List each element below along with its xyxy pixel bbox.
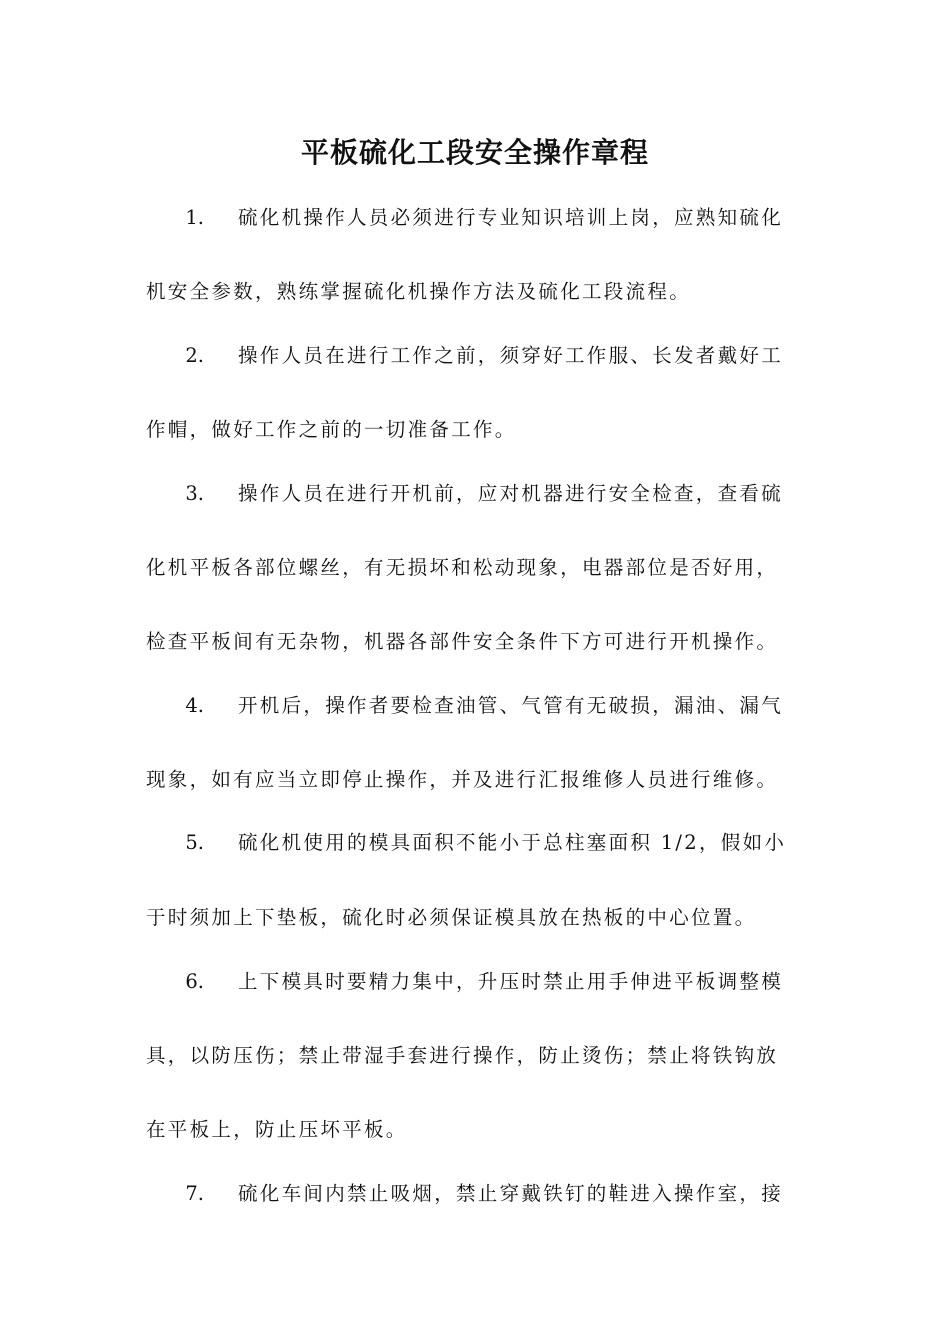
- item-number: 5.: [185, 831, 204, 854]
- line-text: 硫化机使用的模具面积不能小于总柱塞面积 1/2，假如小: [238, 831, 787, 854]
- paragraph-line: [146, 967, 806, 997]
- paragraph-line: [146, 627, 806, 657]
- paragraph-line: [146, 203, 806, 233]
- item-number: 7.: [185, 1182, 204, 1205]
- paragraph-line: [146, 828, 806, 858]
- document-title: 平板硫化工段安全操作章程: [300, 136, 649, 169]
- item-number: 4.: [185, 694, 204, 717]
- line-text: 检查平板间有无杂物，机器各部件安全条件下方可进行开机操作。: [146, 630, 779, 653]
- line-text: 操作人员在进行工作之前，须穿好工作服、长发者戴好工: [238, 344, 784, 367]
- line-text: 在平板上，防止压坏平板。: [146, 1118, 408, 1141]
- line-text: 具，以防压伤；禁止带湿手套进行操作，防止烫伤；禁止将铁钩放: [146, 1044, 779, 1067]
- item-number: 2.: [185, 344, 204, 367]
- paragraph-line: [146, 415, 806, 445]
- line-text: 机安全参数，熟练掌握硫化机操作方法及硫化工段流程。: [146, 280, 692, 303]
- line-text: 作帽，做好工作之前的一切准备工作。: [146, 418, 517, 441]
- paragraph-line: [146, 341, 806, 371]
- paragraph-line: [146, 765, 806, 795]
- line-text: 化机平板各部位螺丝，有无损坏和松动现象，电器部位是否好用，: [146, 556, 779, 579]
- paragraph-line: [146, 553, 806, 583]
- line-text: 硫化机操作人员必须进行专业知识培训上岗，应熟知硫化: [238, 206, 784, 229]
- paragraph-line: [146, 479, 806, 509]
- line-text: 操作人员在进行开机前，应对机器进行安全检查，查看硫: [238, 482, 784, 505]
- line-text: 现象，如有应当立即停止操作，并及进行汇报维修人员进行维修。: [146, 768, 779, 791]
- paragraph-line: [146, 691, 806, 721]
- paragraph-line: [146, 1179, 806, 1209]
- item-number: 3.: [185, 482, 204, 505]
- line-text: 开机后，操作者要检查油管、气管有无破损，漏油、漏气: [238, 694, 784, 717]
- paragraph-line: [146, 1041, 806, 1071]
- paragraph-line: [146, 1115, 806, 1145]
- line-text: 于时须加上下垫板，硫化时必须保证模具放在热板的中心位置。: [146, 906, 757, 929]
- paragraph-line: [146, 903, 806, 933]
- item-number: 6.: [185, 970, 204, 993]
- paragraph-line: [146, 277, 806, 307]
- line-text: 上下模具时要精力集中，升压时禁止用手伸进平板调整模: [238, 970, 784, 993]
- line-text: 硫化车间内禁止吸烟，禁止穿戴铁钉的鞋进入操作室，接: [238, 1182, 784, 1205]
- item-number: 1.: [185, 206, 204, 229]
